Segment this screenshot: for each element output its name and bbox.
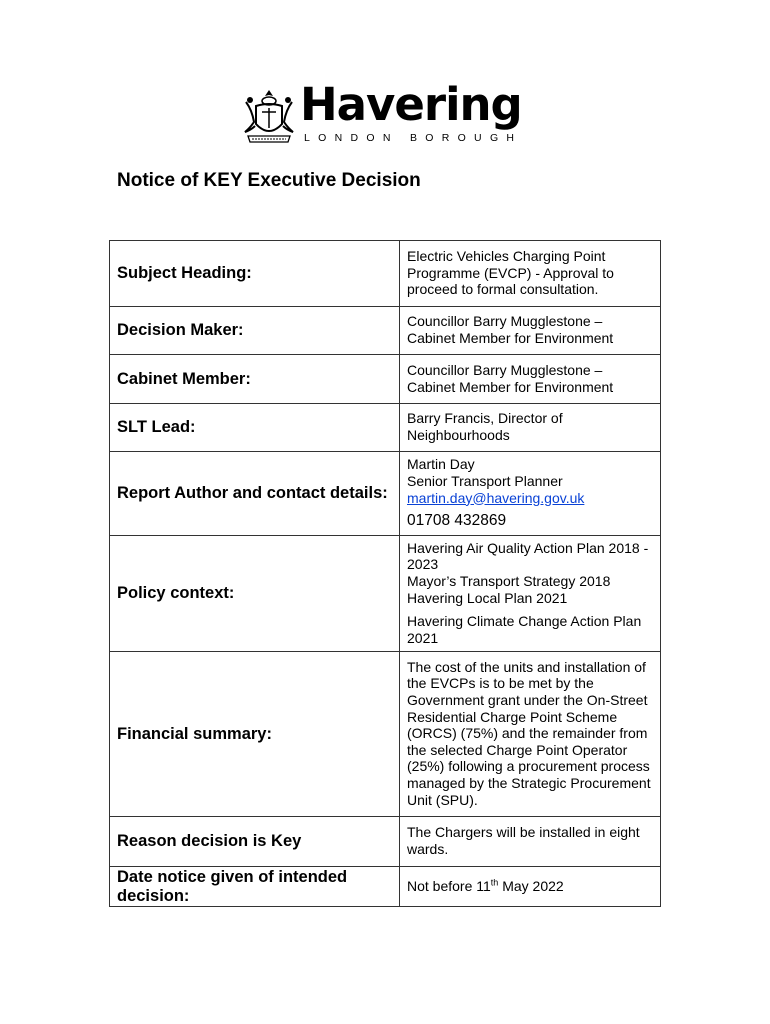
date-notice-prefix: Not before 11: [407, 877, 491, 894]
author-role: Senior Transport Planner: [407, 472, 563, 489]
policy-item: Mayor’s Transport Strategy 2018: [407, 572, 611, 589]
cabinet-member-line: Councillor Barry Mugglestone –: [407, 361, 603, 378]
cabinet-member-label: Cabinet Member:: [110, 355, 400, 404]
policy-context-label: Policy context:: [110, 536, 400, 652]
report-author-value: [400, 452, 661, 536]
table-row: [110, 652, 661, 817]
author-email-link[interactable]: martin.day@havering.gov.uk: [407, 489, 585, 506]
havering-logo: [242, 78, 532, 150]
date-notice-label: Date notice given of intended decision:: [110, 867, 400, 907]
slt-lead-value: [400, 404, 661, 452]
cabinet-member-value: [400, 355, 661, 404]
table-row: [110, 307, 661, 355]
decision-maker-label: Decision Maker:: [110, 307, 400, 355]
subject-heading-label: Subject Heading:: [110, 241, 400, 307]
page-title: Notice of KEY Executive Decision: [117, 170, 421, 191]
decision-maker-value: [400, 307, 661, 355]
subject-heading-value: Electric Vehicles Charging Point Programme (EVCP) - Approval to proceed to formal consultation.: [400, 241, 661, 307]
decision-maker-line: Councillor Barry Mugglestone –: [407, 313, 603, 330]
decision-maker-line: Cabinet Member for Environment: [407, 330, 614, 346]
table-row: [110, 404, 661, 452]
policy-context-value: [400, 536, 661, 652]
logo-subtitle: LONDON BOROUGH: [304, 132, 523, 144]
decision-table: [109, 240, 661, 907]
slt-lead-line: Neighbourhoods: [407, 427, 510, 443]
author-phone: 01708 432869: [407, 512, 507, 530]
coat-of-arms-icon: [242, 88, 296, 148]
table-row: [110, 867, 661, 907]
financial-summary-label: Financial summary:: [110, 652, 400, 817]
table-row: [110, 452, 661, 536]
reason-key-value: The Chargers will be installed in eight wards.: [400, 817, 661, 867]
logo-wordmark: Havering: [300, 78, 522, 131]
table-row: [110, 241, 661, 307]
date-notice-rest: May 2022: [498, 877, 564, 894]
slt-lead-label: SLT Lead:: [110, 404, 400, 452]
policy-item: Havering Air Quality Action Plan 2018 - 2023: [407, 539, 649, 573]
table-row: [110, 536, 661, 652]
date-notice-value: [400, 867, 661, 907]
policy-item: Havering Local Plan 2021: [407, 589, 568, 606]
table-row: [110, 817, 661, 867]
reason-key-label: Reason decision is Key: [110, 817, 400, 867]
policy-item: Havering Climate Change Action Plan 2021: [407, 613, 642, 646]
cabinet-member-line: Cabinet Member for Environment: [407, 378, 614, 395]
financial-summary-value: The cost of the units and installation of the EVCPs is to be met by the Government grant under the On-Street Residential Charge Point Scheme (ORCS) (75%) and the remainder from the selected Charge Point Operator (25%) following a procurement process managed by the Strategic Procurement Unit (SPU).: [400, 652, 661, 817]
slt-lead-line: Barry Francis, Director of: [407, 410, 563, 427]
author-name: Martin Day: [407, 456, 475, 473]
report-author-label: Report Author and contact details:: [110, 452, 400, 536]
table-row: [110, 355, 661, 404]
date-notice-suffix: th: [490, 877, 499, 888]
